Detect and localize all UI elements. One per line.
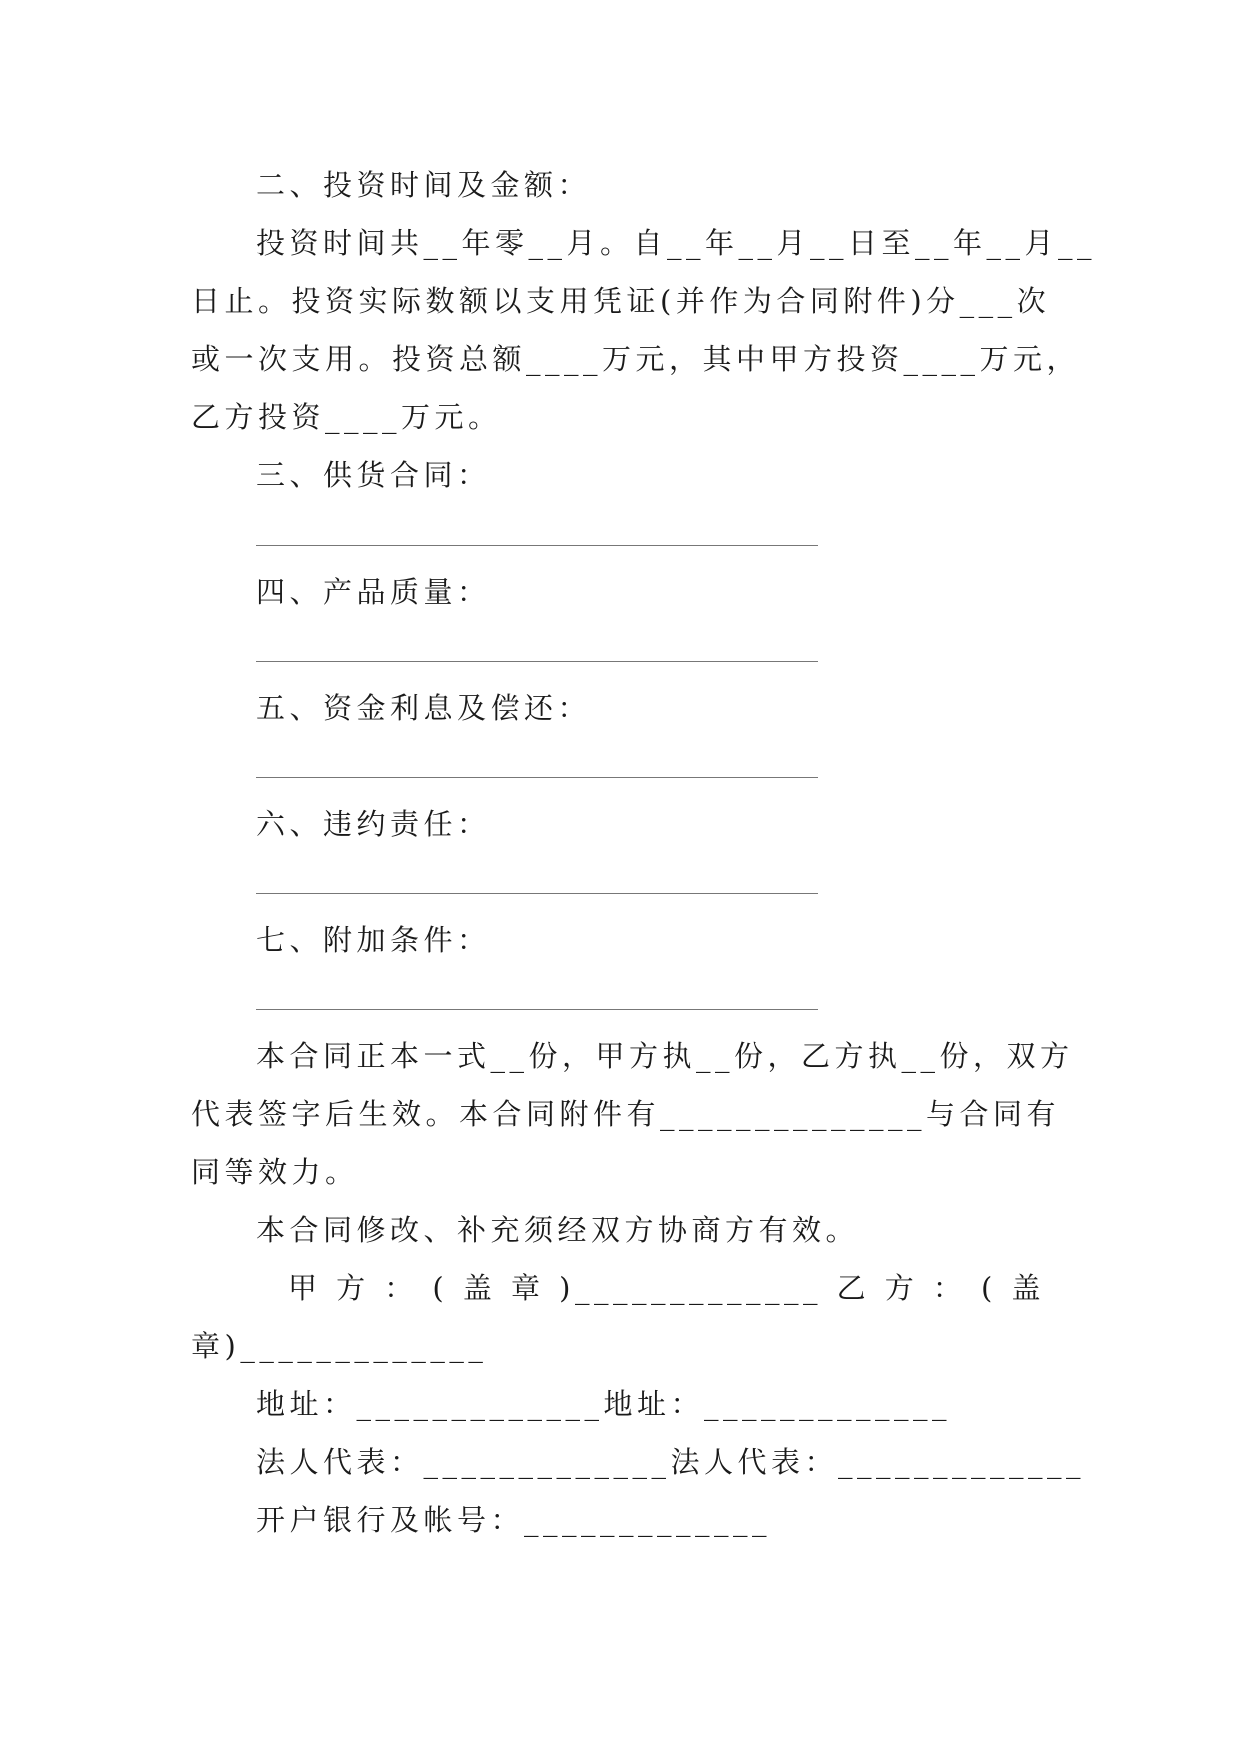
- investment-period-line-3: 或一次支用。投资总额____万元，其中甲方投资____万元，: [191, 342, 1081, 376]
- amendment-clause: 本合同修改、补充须经双方协商方有效。: [256, 1213, 860, 1247]
- legal-representative-line: 法人代表：_____________法人代表：_____________: [256, 1445, 1086, 1479]
- section-6-heading: 六、违约责任：: [256, 807, 491, 841]
- address-line: 地址：_____________地址：_____________: [256, 1387, 952, 1421]
- section-3-heading: 三、供货合同：: [256, 458, 491, 492]
- section-5-blank-line: [256, 777, 818, 778]
- section-7-blank-line: [256, 1009, 818, 1010]
- signature-seal-line: 章)_____________: [191, 1329, 488, 1363]
- investment-period-line-1: 投资时间共__年零__月。自__年__月__日至__年__月__: [256, 226, 1097, 260]
- section-4-blank-line: [256, 661, 818, 662]
- copies-clause-line-2: 代表签字后生效。本合同附件有______________与合同有: [191, 1097, 1061, 1131]
- section-6-blank-line: [256, 893, 818, 894]
- section-2-heading: 二、投资时间及金额：: [256, 168, 592, 202]
- bank-account-line: 开户银行及帐号：_____________: [256, 1503, 772, 1537]
- copies-clause-line-3: 同等效力。: [191, 1155, 359, 1189]
- section-7-heading: 七、附加条件：: [256, 923, 491, 957]
- investment-period-line-4: 乙方投资____万元。: [191, 400, 502, 434]
- section-5-heading: 五、资金利息及偿还：: [256, 691, 592, 725]
- copies-clause-line-1: 本合同正本一式__份，甲方执__份，乙方执__份，双方: [256, 1039, 1074, 1073]
- section-4-heading: 四、产品质量：: [256, 575, 491, 609]
- section-3-blank-line: [256, 545, 818, 546]
- investment-period-line-2: 日止。投资实际数额以支用凭证(并作为合同附件)分___次: [191, 284, 1051, 318]
- signature-party-line: 甲方：(盖章)_____________乙方：(盖: [288, 1271, 1045, 1305]
